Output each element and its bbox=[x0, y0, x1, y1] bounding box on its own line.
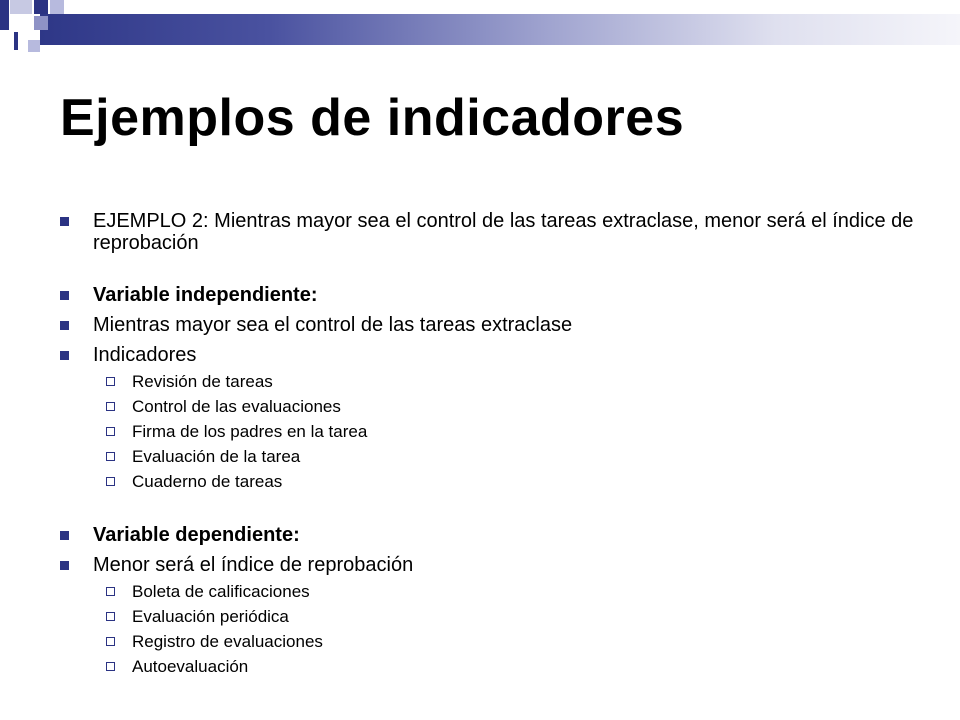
decor-square bbox=[34, 16, 48, 30]
square-bullet-icon bbox=[60, 217, 69, 226]
list-item bbox=[106, 629, 920, 654]
slide-body bbox=[60, 210, 920, 679]
hollow-square-bullet-icon bbox=[106, 477, 115, 486]
list-item bbox=[106, 419, 920, 444]
bullet-example bbox=[60, 210, 920, 254]
dependent-heading: Variable dependiente: bbox=[93, 524, 300, 546]
indicators-label: Indicadores bbox=[93, 344, 197, 366]
indicator-text: Boleta de calificaciones bbox=[132, 582, 310, 601]
indicator-text: Evaluación periódica bbox=[132, 607, 289, 626]
list-item bbox=[106, 654, 920, 679]
bullet-dependent-heading bbox=[60, 524, 920, 546]
square-bullet-icon bbox=[60, 321, 69, 330]
decor-square bbox=[10, 0, 32, 14]
bullet-dependent-statement bbox=[60, 554, 920, 576]
indicator-text: Cuaderno de tareas bbox=[132, 472, 283, 491]
example-text: EJEMPLO 2: Mientras mayor sea el control de las tareas extraclase, menor será el índice de reprobación bbox=[93, 210, 914, 254]
list-item bbox=[106, 604, 920, 629]
decor-square bbox=[10, 16, 32, 30]
decor-square bbox=[28, 40, 40, 52]
dependent-indicator-list bbox=[60, 579, 920, 679]
independent-heading: Variable independiente: bbox=[93, 284, 318, 306]
square-bullet-icon bbox=[60, 291, 69, 300]
indicator-text: Autoevaluación bbox=[132, 657, 249, 676]
hollow-square-bullet-icon bbox=[106, 587, 115, 596]
header-gradient-bar bbox=[40, 14, 960, 45]
list-item bbox=[106, 444, 920, 469]
hollow-square-bullet-icon bbox=[106, 377, 115, 386]
slide-title: Ejemplos de indicadores bbox=[60, 89, 685, 147]
indicator-text: Firma de los padres en la tarea bbox=[132, 422, 368, 441]
decor-square bbox=[50, 0, 64, 14]
independent-statement: Mientras mayor sea el control de las tareas extraclase bbox=[93, 314, 573, 336]
hollow-square-bullet-icon bbox=[106, 662, 115, 671]
hollow-square-bullet-icon bbox=[106, 452, 115, 461]
bullet-independent-statement bbox=[60, 314, 920, 336]
hollow-square-bullet-icon bbox=[106, 637, 115, 646]
square-bullet-icon bbox=[60, 561, 69, 570]
indicator-text: Evaluación de la tarea bbox=[132, 447, 301, 466]
indicator-text: Registro de evaluaciones bbox=[132, 632, 323, 651]
hollow-square-bullet-icon bbox=[106, 612, 115, 621]
list-item bbox=[106, 469, 920, 494]
decor-square bbox=[34, 0, 48, 14]
hollow-square-bullet-icon bbox=[106, 427, 115, 436]
independent-indicator-list bbox=[60, 369, 920, 494]
decor-square bbox=[0, 0, 9, 30]
square-bullet-icon bbox=[60, 531, 69, 540]
square-bullet-icon bbox=[60, 351, 69, 360]
list-item bbox=[106, 579, 920, 604]
bullet-indicators-label bbox=[60, 344, 920, 366]
hollow-square-bullet-icon bbox=[106, 402, 115, 411]
indicator-text: Control de las evaluaciones bbox=[132, 397, 341, 416]
bullet-independent-heading bbox=[60, 284, 920, 306]
indicator-text: Revisión de tareas bbox=[132, 372, 273, 391]
dependent-statement: Menor será el índice de reprobación bbox=[93, 554, 414, 576]
list-item bbox=[106, 394, 920, 419]
list-item bbox=[106, 369, 920, 394]
